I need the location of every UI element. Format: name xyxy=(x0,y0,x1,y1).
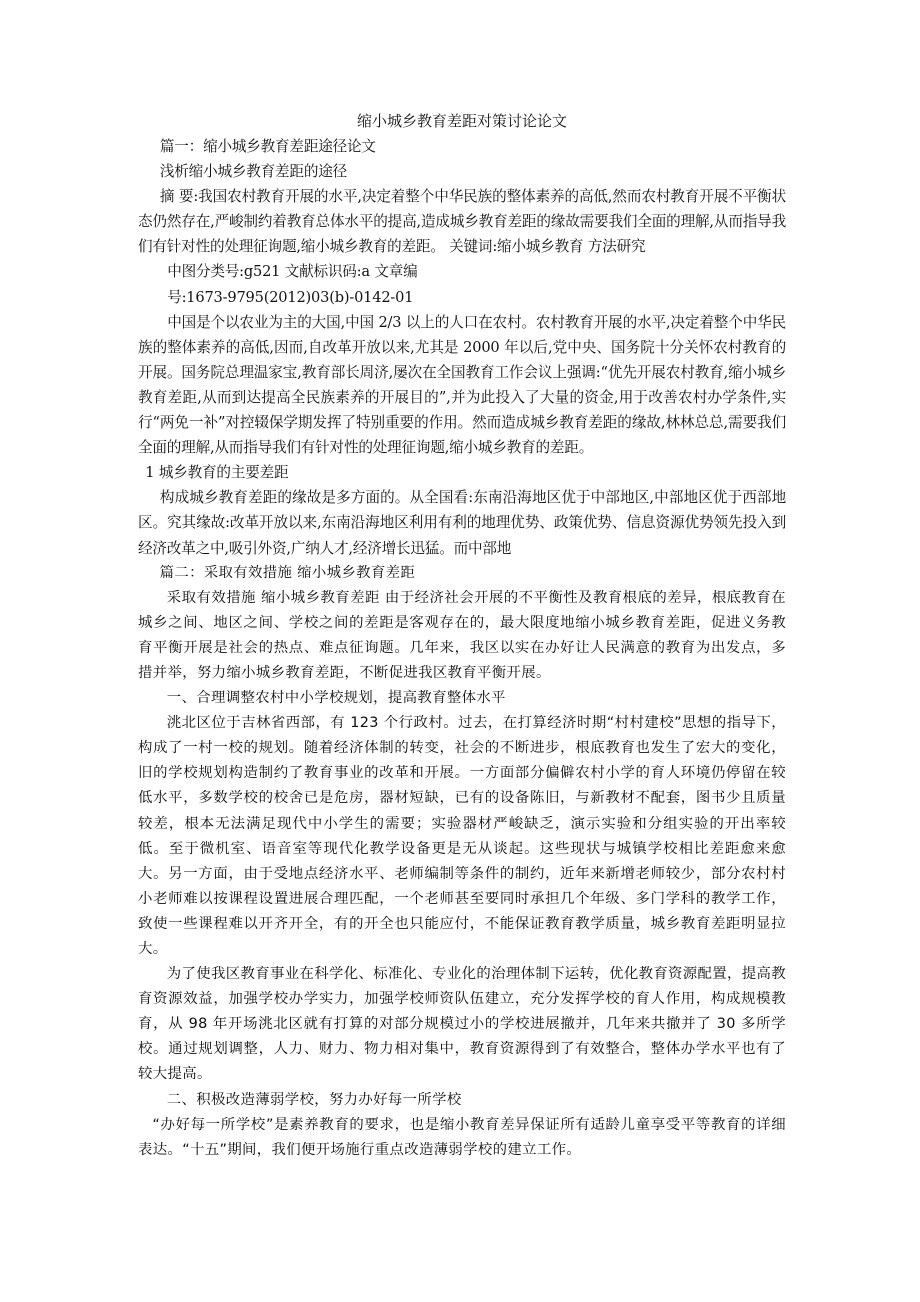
part-two xyxy=(138,561,786,1163)
document-page xyxy=(138,108,786,1163)
section-heading: 二、积极改造薄弱学校，努力办好每一所学校 xyxy=(166,1091,462,1108)
part-one-subheading: 浅析缩小城乡教育差距的途径 xyxy=(159,163,348,181)
part-two-heading: 篇二：采取有效措施 缩小城乡教育差距 xyxy=(159,564,416,581)
body-paragraph: 构成城乡教育差距的缘故是多方面的。从全国看:东南沿海地区优于中部地区,中部地区优于西部地区。究其缘故:改革开放以来,东南沿海地区利用有利的地理优势、政策优势、信息资源优势领先投入到经济改革之中,吸引外资,广纳人才,经济增长迅猛。而中部地 xyxy=(138,489,786,557)
article-number-line: 号:1673-9795(2012)03(b)-0142-01 xyxy=(167,288,414,306)
body-paragraph: 中国是个以农业为主的大国,中国 2/3 以上的人口在农村。农村教育开展的水平,决定着整个中华民族的整体素养的高低,因而,自改革开放以来,尤其是 2000 年以后,党中央、国务院十分关怀农村教育的开展。国务院总理温家宝,教育部长周济,屡次在全国教育工作会议上强调:“优先开展农村教育,缩小城乡教育差距,从而到达提高全民族素养的开展目的”,并为此投入了大量的资金,用于改善农村办学条件,实行“两免一补”对控辍保学期发挥了特别重要的作用。然而造成城乡教育差距的缘故,林林总总,需要我们全面的理解,从而指导我们有针对性的处理征询题,缩小城乡教育的差距。 xyxy=(138,313,786,457)
body-paragraph: 为了使我区教育事业在科学化、标准化、专业化的治理体制下运转，优化教育资源配置，提高教育资源效益，加强学校办学实力，加强学校师资队伍建立，充分发挥学校的育人作用，构成规模教育，从 98 年开场洮北区就有打算的对部分规模过小的学校进展撤并，几年来共撤并了 30 多所学校。通过规划调整，人力、财力、物力相对集中，教育资源得到了有效整合，整体办学水平也有了较大提高。 xyxy=(138,966,786,1083)
part-one xyxy=(138,134,786,561)
body-paragraph: 采取有效措施 缩小城乡教育差距 由于经济社会开展的不平衡性及教育根底的差异，根底教育在城乡之间、地区之间、学校之间的差距是客观存在的，最大限度地缩小城乡教育差距，促进义务教育平衡开展是社会的热点、难点征询题。几年来，我区以实在办好让人民满意的教育为出发点，多措并举，努力缩小城乡教育差距，不断促进我区教育平衡开展。 xyxy=(138,589,786,681)
abstract-paragraph: 摘 要:我国农村教育开展的水平,决定着整个中华民族的整体素养的高低,然而农村教育开展不平衡状态仍然存在,严峻制约着教育总体水平的提高,造成城乡教育差距的缘故需要我们全面的理解,从而指导我们有针对性的处理征询题,缩小城乡教育的差距。 关键词:缩小城乡教育 方法研究 xyxy=(138,188,786,256)
body-paragraph: “办好每一所学校”是素养教育的要求，也是缩小教育差异保证所有适龄儿童享受平等教育的详细表达。“十五”期间，我们便开场施行重点改造薄弱学校的建立工作。 xyxy=(138,1116,786,1158)
document-title: 缩小城乡教育差距对策讨论论文 xyxy=(356,112,567,130)
part-one-heading: 篇一：缩小城乡教育差距途径论文 xyxy=(159,138,376,155)
section-heading: 一、合理调整农村中小学校规划，提高教育整体水平 xyxy=(166,690,506,707)
section-heading: 1 城乡教育的主要差距 xyxy=(145,464,289,482)
classification-line: 中图分类号:g521 文献标识码:a 文章编 xyxy=(167,263,418,281)
body-paragraph: 洮北区位于吉林省西部，有 123 个行政村。过去，在打算经济时期“村村建校”思想的指导下，构成了一村一校的规划。随着经济体制的转变，社会的不断进步，根底教育也发生了宏大的变化，旧的学校规划构造制约了教育事业的改革和开展。一方面部分偏僻农村小学的育人环境仍停留在较低水平，多数学校的校舍已是危房，器材短缺，已有的设备陈旧，与新教材不配套，图书少且质量较差，根本无法满足现代中小学生的需要；实验器材严峻缺乏，演示实验和分组实验的开出率较低。至于微机室、语音室等现代化教学设备更是无从谈起。这些现状与城镇学校相比差距愈来愈大。另一方面，由于受地点经济水平、老师编制等条件的制约，近年来新增老师较少，部分农村村小老师难以按课程设置进展合理匹配，一个老师甚至要同时承担几个年级、多门学科的教学工作，致使一些课程难以开齐开全，有的开全也只能应付，不能保证教育教学质量，城乡教育差距明显拉大。 xyxy=(138,715,786,957)
